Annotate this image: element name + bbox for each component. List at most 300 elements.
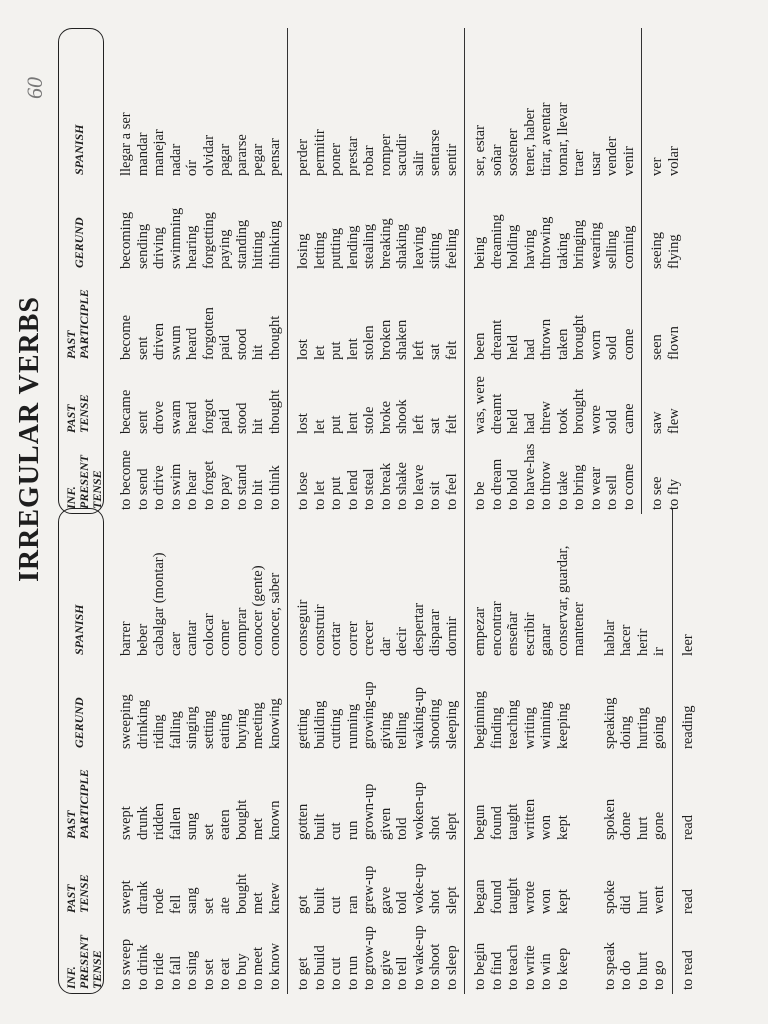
verb-infinitive: to write: [521, 945, 538, 990]
verb-past-tense: came: [620, 403, 637, 434]
verb-past-tense: grew-up: [361, 865, 377, 914]
verb-infinitive: to win: [538, 953, 554, 990]
verb-gerund: doing: [618, 715, 634, 749]
verb-spanish: pagar: [217, 143, 233, 176]
verb-infinitive: to sell: [604, 474, 620, 510]
verb-gerund: going: [651, 715, 667, 749]
verb-infinitive: to put: [328, 476, 344, 510]
verb-spanish: pegar: [250, 143, 266, 176]
verb-spanish: empezar: [472, 606, 488, 656]
verb-past-participle: become: [118, 314, 134, 360]
verb-past-tense: became: [118, 389, 134, 434]
verb-infinitive: to go: [651, 960, 667, 990]
verb-past-tense: taught: [505, 877, 521, 914]
verb-row: [328, 508, 345, 994]
verb-infinitive: to teach: [505, 944, 521, 990]
verb-past-participle: lent: [344, 338, 361, 360]
verb-row: [328, 28, 345, 514]
verb-past-participle: lost: [295, 339, 311, 360]
verb-spanish: sentarse: [427, 129, 443, 176]
verb-row: [184, 28, 201, 514]
verb-row: [267, 28, 284, 514]
verb-past-participle: bought: [233, 799, 250, 840]
verb-past-participle: swept: [118, 806, 134, 840]
verb-spanish: encontrar: [488, 601, 505, 656]
right-table-header: [58, 28, 104, 514]
verb-past-participle: held: [505, 335, 521, 360]
verb-spanish: despertar: [410, 602, 427, 656]
verb-past-tense: kept: [554, 889, 571, 914]
verb-row: [345, 28, 362, 514]
verb-spanish: pararse: [233, 134, 250, 176]
verb-infinitive: to buy: [233, 953, 250, 990]
verb-past-participle: paid: [217, 335, 233, 360]
verb-infinitive: to ride: [151, 952, 167, 990]
verb-past-tense: put: [328, 415, 344, 434]
verb-gerund: swimming: [167, 207, 184, 269]
verb-past-tense: felt: [443, 414, 460, 434]
verb-past-participle: stood: [233, 328, 250, 360]
verb-row: [217, 28, 234, 514]
verb-row: [635, 508, 652, 994]
verb-spanish: vender: [604, 136, 620, 176]
verb-past-participle: kept: [554, 815, 571, 840]
page-number: 60: [22, 77, 47, 99]
verb-row: [651, 508, 668, 994]
verb-past-tense: did: [618, 895, 634, 914]
verb-past-tense: broke: [377, 400, 394, 434]
verb-past-tense: cut: [328, 896, 344, 914]
verb-row: [604, 28, 621, 514]
verb-past-participle: written: [521, 798, 538, 840]
verb-past-participle: left: [410, 340, 427, 360]
verb-gerund: setting: [200, 710, 217, 749]
verb-infinitive: to sing: [184, 950, 200, 990]
verb-past-participle: heard: [184, 327, 200, 360]
verb-past-participle: read: [679, 815, 696, 840]
verb-row: [394, 508, 411, 994]
verb-infinitive: to hold: [505, 469, 521, 510]
verb-spanish: mantener: [571, 602, 587, 656]
verb-infinitive: to take: [554, 470, 571, 510]
verb-gerund: driving: [151, 227, 167, 269]
verb-spanish: enseñar: [505, 611, 521, 656]
verb-infinitive: to leave: [410, 464, 427, 510]
verb-infinitive: to wake-up: [410, 925, 427, 990]
verb-spanish: salir: [410, 151, 427, 176]
verb-row: [151, 28, 168, 514]
verb-row: [168, 508, 185, 994]
verb-row: [312, 508, 329, 994]
verb-past-tense: slept: [443, 886, 460, 914]
verb-gerund: sending: [134, 223, 151, 269]
verb-infinitive: to eat: [217, 958, 233, 990]
verb-infinitive: to break: [377, 462, 394, 510]
verb-past-tense: had: [521, 413, 538, 434]
row-divider: [464, 508, 465, 994]
verb-gerund: letting: [311, 231, 328, 269]
verb-gerund: paying: [217, 229, 233, 269]
verb-past-participle: worn: [587, 330, 604, 360]
left-verb-table: [58, 508, 758, 994]
verb-past-participle: done: [618, 811, 634, 840]
verb-gerund: telling: [394, 711, 410, 749]
verb-past-tense: was, were: [472, 376, 488, 434]
verb-row: [135, 28, 152, 514]
verb-spanish: sostener: [505, 128, 521, 176]
header-spanish: SPANISH: [72, 124, 86, 175]
verb-row: [618, 508, 635, 994]
verb-infinitive: to have-has: [521, 443, 538, 510]
verb-row: [201, 28, 218, 514]
verb-past-tense: stole: [361, 406, 377, 434]
verb-past-tense: sold: [604, 409, 620, 434]
verb-spanish: perder: [295, 138, 311, 176]
verb-past-participle: put: [328, 341, 344, 360]
verb-infinitive: to lend: [344, 470, 361, 510]
verb-past-participle: let: [311, 345, 328, 360]
verb-past-participle: felt: [443, 340, 460, 360]
verb-past-tense: paid: [217, 409, 233, 434]
verb-past-tense: held: [505, 409, 521, 434]
verb-past-tense: flew: [665, 408, 682, 434]
verb-gerund: winning: [538, 701, 554, 749]
verb-past-participle: been: [472, 332, 488, 360]
verb-infinitive: to stand: [233, 464, 250, 510]
verb-past-participle: sat: [427, 343, 443, 360]
verb-group: [472, 508, 588, 994]
verb-past-participle: shot: [427, 815, 443, 840]
verb-infinitive: to shake: [394, 462, 410, 510]
verb-spanish: ganar: [538, 623, 554, 656]
verb-spanish: usar: [587, 151, 604, 176]
verb-row: [538, 508, 555, 994]
verb-past-tense: forgot: [200, 398, 217, 434]
verb-infinitive: to be: [472, 481, 488, 510]
verb-row: [361, 28, 378, 514]
verb-infinitive: to drink: [134, 944, 151, 990]
verb-gerund: dreaming: [488, 214, 505, 269]
verb-infinitive: to cut: [328, 957, 344, 990]
verb-infinitive: to see: [649, 476, 665, 510]
verb-past-participle: sent: [134, 336, 151, 360]
verb-gerund: hearing: [184, 225, 200, 269]
verb-gerund: breaking: [377, 218, 394, 269]
verb-row: [201, 508, 218, 994]
verb-row: [394, 28, 411, 514]
verb-row: [522, 28, 539, 514]
verb-spanish: mandar: [134, 132, 151, 176]
verb-gerund: growing-up: [361, 681, 377, 749]
verb-spanish: herir: [634, 628, 651, 656]
verb-row: [168, 28, 185, 514]
verb-past-tense: shot: [427, 889, 443, 914]
verb-past-participle: brought: [571, 314, 587, 360]
verb-row: [427, 28, 444, 514]
verb-spanish: prestar: [344, 136, 361, 176]
verb-row: [361, 508, 378, 994]
verb-past-participle: run: [344, 820, 361, 840]
verb-gerund: coming: [620, 225, 637, 269]
verb-spanish: beber: [134, 623, 151, 656]
verb-past-tense: wrote: [521, 880, 538, 914]
verb-row: [378, 508, 395, 994]
verb-past-participle: seen: [649, 334, 665, 360]
verb-gerund: hitting: [250, 231, 266, 269]
verb-gerund: flying: [665, 234, 682, 269]
verb-gerund: eating: [217, 713, 233, 749]
verb-past-participle: taught: [505, 803, 521, 840]
verb-row: [267, 508, 284, 994]
verb-infinitive: to read: [679, 950, 696, 990]
verb-infinitive: to get: [295, 957, 311, 990]
verb-row: [505, 28, 522, 514]
header-inf-present: INF. PRESENT TENSE: [64, 934, 104, 989]
verb-past-tense: drank: [134, 880, 151, 914]
verb-infinitive: to send: [134, 468, 151, 510]
verb-spanish: olvidar: [200, 134, 217, 176]
verb-row: [522, 508, 539, 994]
verb-past-tense: hit: [250, 418, 266, 434]
verb-group: [295, 28, 460, 514]
verb-past-tense: found: [488, 880, 505, 914]
verb-gerund: riding: [151, 714, 167, 749]
verb-infinitive: to throw: [538, 461, 554, 510]
verb-gerund: falling: [167, 711, 184, 749]
verb-infinitive: to pay: [217, 474, 233, 510]
row-divider: [641, 28, 642, 514]
verb-spanish: llegar a ser: [118, 112, 134, 176]
verb-gerund: cutting: [328, 708, 344, 749]
verb-group: [295, 508, 460, 994]
verb-past-tense: built: [311, 887, 328, 914]
verb-past-tense: rode: [151, 888, 167, 914]
verb-row: [505, 508, 522, 994]
verb-gerund: wearing: [587, 222, 604, 269]
verb-past-participle: given: [377, 807, 394, 840]
verb-spanish: volar: [665, 146, 682, 176]
verb-spanish: conseguir: [295, 599, 311, 656]
verb-infinitive: to run: [344, 955, 361, 990]
verb-gerund: teaching: [505, 699, 521, 749]
verb-row: [444, 508, 461, 994]
verb-past-participle: shaken: [394, 319, 410, 360]
verb-spanish: ver: [649, 157, 665, 176]
verb-past-tense: bought: [233, 873, 250, 914]
verb-spanish: tirar, aventar: [538, 102, 554, 176]
verb-past-participle: thought: [266, 315, 283, 360]
verb-past-participle: ridden: [151, 802, 167, 840]
verb-infinitive: to swim: [167, 463, 184, 510]
verb-gerund: reading: [679, 705, 696, 749]
verb-past-participle: grown-up: [361, 783, 377, 840]
verb-row: [118, 28, 135, 514]
verb-infinitive: to drive: [151, 465, 167, 510]
verb-row: [250, 28, 267, 514]
verb-row: [666, 28, 683, 514]
verb-past-tense: lent: [344, 412, 361, 434]
verb-past-participle: won: [538, 815, 554, 840]
verb-spanish: poner: [328, 142, 344, 176]
verb-row: [571, 508, 588, 994]
verb-spanish: cortar: [328, 622, 344, 656]
verb-row: [184, 508, 201, 994]
verb-past-tense: won: [538, 889, 554, 914]
row-divider: [287, 28, 288, 514]
verb-past-tense: saw: [649, 411, 665, 434]
verb-gerund: becoming: [118, 211, 134, 269]
verb-past-tense: swept: [118, 880, 134, 914]
verb-spanish: tener, haber: [521, 108, 538, 176]
verb-gerund: sitting: [427, 232, 443, 269]
verb-past-participle: flown: [665, 326, 682, 360]
verb-spanish: pensar: [266, 138, 283, 176]
verb-spanish: caer: [167, 631, 184, 656]
verb-spanish: cantar: [184, 620, 200, 656]
verb-gerund: having: [521, 229, 538, 269]
row-divider: [672, 508, 673, 994]
verb-infinitive: to keep: [554, 947, 571, 990]
verb-infinitive: to sit: [427, 481, 443, 510]
verb-past-tense: heard: [184, 401, 200, 434]
verb-group: [118, 508, 283, 994]
verb-infinitive: to find: [488, 951, 505, 990]
verb-infinitive: to think: [266, 465, 283, 510]
verb-spanish: oír: [184, 159, 200, 176]
verb-row: [411, 28, 428, 514]
verb-row: [621, 28, 638, 514]
verb-infinitive: to feel: [443, 473, 460, 510]
verb-past-participle: built: [311, 813, 328, 840]
verb-past-participle: dreamt: [488, 319, 505, 360]
verb-past-participle: fallen: [167, 806, 184, 840]
verb-gerund: putting: [328, 227, 344, 269]
verb-spanish: venir: [620, 146, 637, 176]
verb-row: [345, 508, 362, 994]
verb-past-participle: gotten: [295, 803, 311, 840]
verb-spanish: dormir: [443, 616, 460, 656]
verb-row: [649, 28, 666, 514]
verb-gerund: knowing: [266, 698, 283, 749]
verb-group: [472, 28, 637, 514]
verb-infinitive: to grow-up: [361, 925, 377, 990]
verb-infinitive: to shoot: [427, 943, 443, 990]
verb-past-participle: stolen: [361, 325, 377, 360]
verb-past-tense: read: [679, 889, 696, 914]
verb-group: [680, 508, 697, 994]
verb-past-tense: brought: [571, 388, 587, 434]
verb-infinitive: to do: [618, 960, 634, 990]
verb-past-participle: told: [394, 817, 410, 840]
verb-row: [489, 28, 506, 514]
verb-infinitive: to become: [118, 450, 134, 510]
verb-infinitive: to speak: [601, 942, 618, 990]
verb-row: [444, 28, 461, 514]
verb-gerund: losing: [295, 233, 311, 269]
verb-row: [118, 508, 135, 994]
verb-past-tense: wore: [587, 405, 604, 434]
verb-infinitive: to hit: [250, 479, 266, 510]
verb-infinitive: to know: [266, 942, 283, 990]
verb-spanish: crecer: [361, 620, 377, 656]
verb-gerund: feeling: [443, 228, 460, 269]
verb-spanish: construir: [311, 604, 328, 656]
verb-past-tense: sent: [134, 410, 151, 434]
verb-spanish: hablar: [601, 619, 618, 656]
verb-row: [312, 28, 329, 514]
verb-gerund: taking: [554, 232, 571, 269]
right-verb-table: [58, 28, 758, 514]
verb-row: [135, 508, 152, 994]
verb-spanish: tomar, llevar: [554, 102, 571, 176]
verb-gerund: sleeping: [443, 700, 460, 749]
left-table-header: [58, 508, 104, 994]
verb-past-tense: set: [200, 897, 217, 914]
verb-row: [151, 508, 168, 994]
verb-infinitive: to sweep: [118, 938, 134, 990]
verb-spanish: cabalgar (montar): [151, 552, 167, 656]
verb-past-participle: found: [488, 806, 505, 840]
verb-past-participle: known: [266, 800, 283, 840]
verb-spanish: sentir: [443, 143, 460, 176]
verb-row: [427, 508, 444, 994]
verb-spanish: permitir: [311, 129, 328, 176]
verb-gerund: keeping: [554, 703, 571, 749]
verb-row: [489, 508, 506, 994]
verb-infinitive: to steal: [361, 468, 377, 510]
verb-infinitive: to fly: [665, 478, 682, 510]
verb-gerund: seeing: [649, 231, 665, 269]
verb-past-tense: sat: [427, 417, 443, 434]
verb-infinitive: to sleep: [443, 945, 460, 990]
verb-row: [250, 508, 267, 994]
verb-infinitive: to lose: [295, 471, 311, 510]
header-spanish: SPANISH: [72, 604, 86, 655]
verb-gerund: hurting: [634, 707, 651, 749]
verb-past-participle: swum: [167, 325, 184, 360]
verb-past-tense: left: [410, 414, 427, 434]
verb-gerund: drinking: [134, 699, 151, 749]
row-divider: [464, 28, 465, 514]
verb-past-tense: stood: [233, 402, 250, 434]
verb-past-tense: ate: [217, 897, 233, 914]
header-inf-present: INF. PRESENT TENSE: [64, 454, 104, 509]
verb-spanish: soñar: [488, 144, 505, 176]
verb-gerund: giving: [377, 711, 394, 749]
verb-past-tense: threw: [538, 400, 554, 434]
verb-past-participle: gone: [651, 811, 667, 840]
verb-row: [555, 508, 572, 994]
page-title: IRREGULAR VERBS: [14, 296, 45, 582]
verb-spanish: colocar: [200, 613, 217, 656]
verb-past-participle: slept: [443, 812, 460, 840]
verb-past-tense: fell: [167, 894, 184, 914]
verb-past-participle: sold: [604, 335, 620, 360]
verb-past-participle: spoken: [601, 798, 618, 840]
verb-past-tense: thought: [266, 389, 283, 434]
verb-row: [538, 28, 555, 514]
verb-row: [571, 28, 588, 514]
verb-gerund: building: [311, 700, 328, 749]
verb-infinitive: to bring: [571, 464, 587, 510]
verb-row: [234, 508, 251, 994]
verb-infinitive: to give: [377, 950, 394, 990]
verb-infinitive: to come: [620, 463, 637, 510]
verb-gerund: singing: [184, 706, 200, 749]
verb-gerund: standing: [233, 219, 250, 269]
verb-gerund: writing: [521, 707, 538, 749]
header-past-tense: PAST TENSE: [64, 874, 91, 913]
